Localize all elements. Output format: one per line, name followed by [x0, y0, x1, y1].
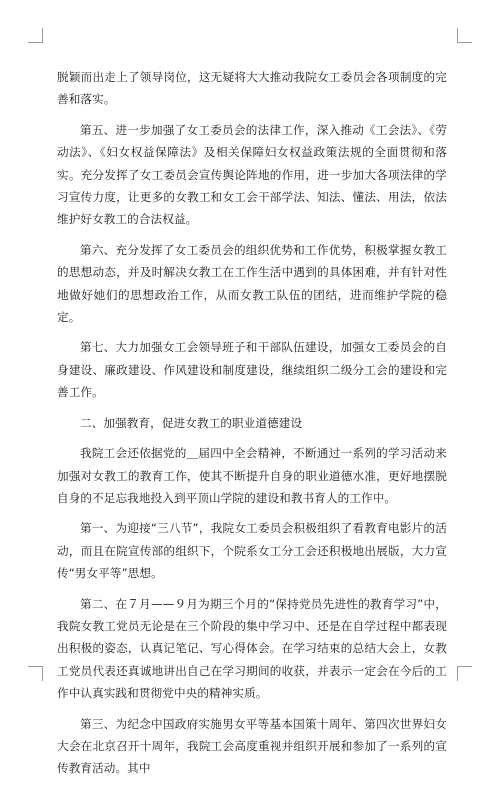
paragraph: 脱颖而出走上了领导岗位，这无疑将大大推动我院女工委员会各项制度的完善和落实。	[57, 70, 447, 107]
paragraph: 第五、进一步加强了女工委员会的法律工作，深入推动《工会法》、《劳动法》、《妇女权益保障法》及相关保障妇女权益政策法规的全面贯彻和落实。充分发挥了女工委员会宣传舆论阵地的作用，进一步加大各项法律的学习宣传力度，让更多的女教工和女工会干部学法、知法、懂法、用法，依法维护好女教工的合法权益。	[57, 122, 447, 227]
crop-mark-bottom-right	[457, 666, 472, 681]
paragraph: 第二、在７月——９月为期三个月的“保持党员先进性的教育学习”中，我院女教工党员无论是在三个阶段的集中学习中、还是在自学过程中都表现出积极的姿态，认真记笔记、写心得体会。在学习结束的总结大会上，女教工党员代表还真诚地讲出自己在学习期间的收获，并表示一定会在今后的工作中认真实践和贯彻党中央的精神实质。	[57, 596, 447, 701]
crop-mark-bottom-left	[28, 666, 43, 681]
crop-mark-top-left	[28, 28, 43, 43]
paragraph: 第三、为纪念中国政府实施男女平等基本国策十周年、第四次世界妇女大会在北京召开十周年，我院工会高度重视并组织开展和参加了一系列的宣传教育活动。其中	[57, 716, 447, 776]
paragraph: 我院工会还依据党的＿届四中全会精神，不断通过一系列的学习活动来加强对女教工的教育工作，使其不断提升自身的职业道德水准，更好地摆脱自身的不足忘我地投入到平顶山学院的建设和教书育人的工作中。	[57, 446, 447, 505]
paragraph: 第一、为迎接“三八节”，我院女工委员会积极组织了看教育电影片的活动，而且在院宣传部的组织下，个院系女工分工会还积极地出展版，大力宣传“男女平等”思想。	[57, 521, 447, 581]
paragraph: 第七、大力加强女工会领导班子和干部队伍建设，加强女工委员会的自身建设、廉政建设、作风建设和制度建设，继续组织二级分工会的建设和完善工作。	[57, 340, 447, 400]
document-body	[57, 66, 447, 788]
crop-mark-top-right	[457, 28, 472, 43]
paragraph: 第六、充分发挥了女工委员会的组织优势和工作优势，积极掌握女教工的思想动态，并及时解决女教工在工作生活中遇到的具体困难，并有针对性地做好她们的思想政治工作，从而女教工队伍的团结，进而维护学院的稳定。	[57, 242, 447, 325]
section-heading: 二、加强教育，促进女教工的职业道德建设	[80, 415, 303, 430]
